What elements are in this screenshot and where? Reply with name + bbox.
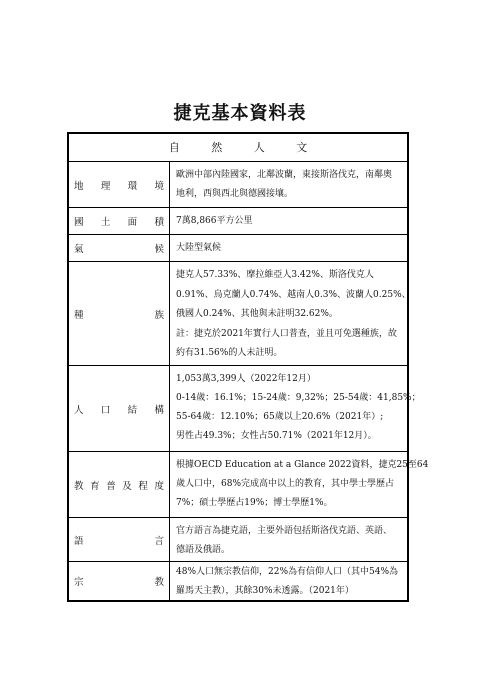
row-value: 捷克人57.33%、摩拉維亞人3.42%、斯洛伐克人 0.91%、烏克蘭人0.74%、越南人0.3%、波蘭人0.25%、 俄國人0.24%、其他與未註明32.62%。 註：捷克於2021年實行人口普查，並且可免選種族，故 約有31.56%的人未註明。 bbox=[176, 270, 411, 358]
table-row-religion bbox=[69, 562, 407, 600]
row-value: 官方語言為捷克語，主要外語包括斯洛伐克語、英語、 德語及俄語。 bbox=[176, 526, 393, 555]
row-value: 根據OECD Education at a Glance 2022資料，捷克25至64 歲人口中，68%完成高中以上的教育，其中學士學歷占 7%；碩士學歷占19%；博士學歷1%。 bbox=[176, 460, 429, 508]
section-header: 自 然 人 文 bbox=[69, 134, 407, 162]
row-value: 48%人口無宗教信仰，22%為有信仰人口（其中54%為 羅馬天主教），其餘30%未透露。（2021年） bbox=[176, 567, 399, 596]
table-row-population bbox=[69, 366, 421, 452]
page-title: 捷克基本資料表 bbox=[173, 103, 307, 124]
table-row-geography bbox=[69, 162, 407, 208]
row-value: 1,053萬3,399人（2022年12月） 0-14歲：16.1%；15-24歲：9,32%；25-54歲：41,85%； 55-64歲：12.10%；65歲以上20.6%（2021年）; 男性占49.3%；女性占50.71%（2021年12月）。 bbox=[176, 374, 421, 441]
table-row-language bbox=[69, 518, 407, 562]
row-value: 歐洲中部內陸國家，北鄰波蘭，東接斯洛伐克，南鄰奧 地利，西與西北與德國接壤。 bbox=[176, 170, 393, 199]
row-value: 7萬8,866平方公里 bbox=[176, 216, 253, 226]
row-label: 語 言 bbox=[69, 518, 170, 561]
table-row-ethnicity bbox=[69, 262, 411, 366]
table-row-climate bbox=[69, 235, 407, 262]
row-value: 大陸型氣候 bbox=[176, 243, 222, 253]
table-row-area bbox=[69, 208, 407, 235]
row-label: 教 育 普 及 程 度 bbox=[69, 452, 170, 517]
row-label: 氣 候 bbox=[69, 235, 170, 261]
row-label: 地 理 環 境 bbox=[69, 162, 170, 207]
row-label: 國 土 面 積 bbox=[69, 208, 170, 234]
table-row-education bbox=[69, 452, 429, 518]
row-label: 種 族 bbox=[69, 262, 170, 365]
row-label: 人 口 結 構 bbox=[69, 366, 170, 451]
profile-table bbox=[67, 132, 429, 602]
row-label: 宗 教 bbox=[69, 562, 170, 600]
